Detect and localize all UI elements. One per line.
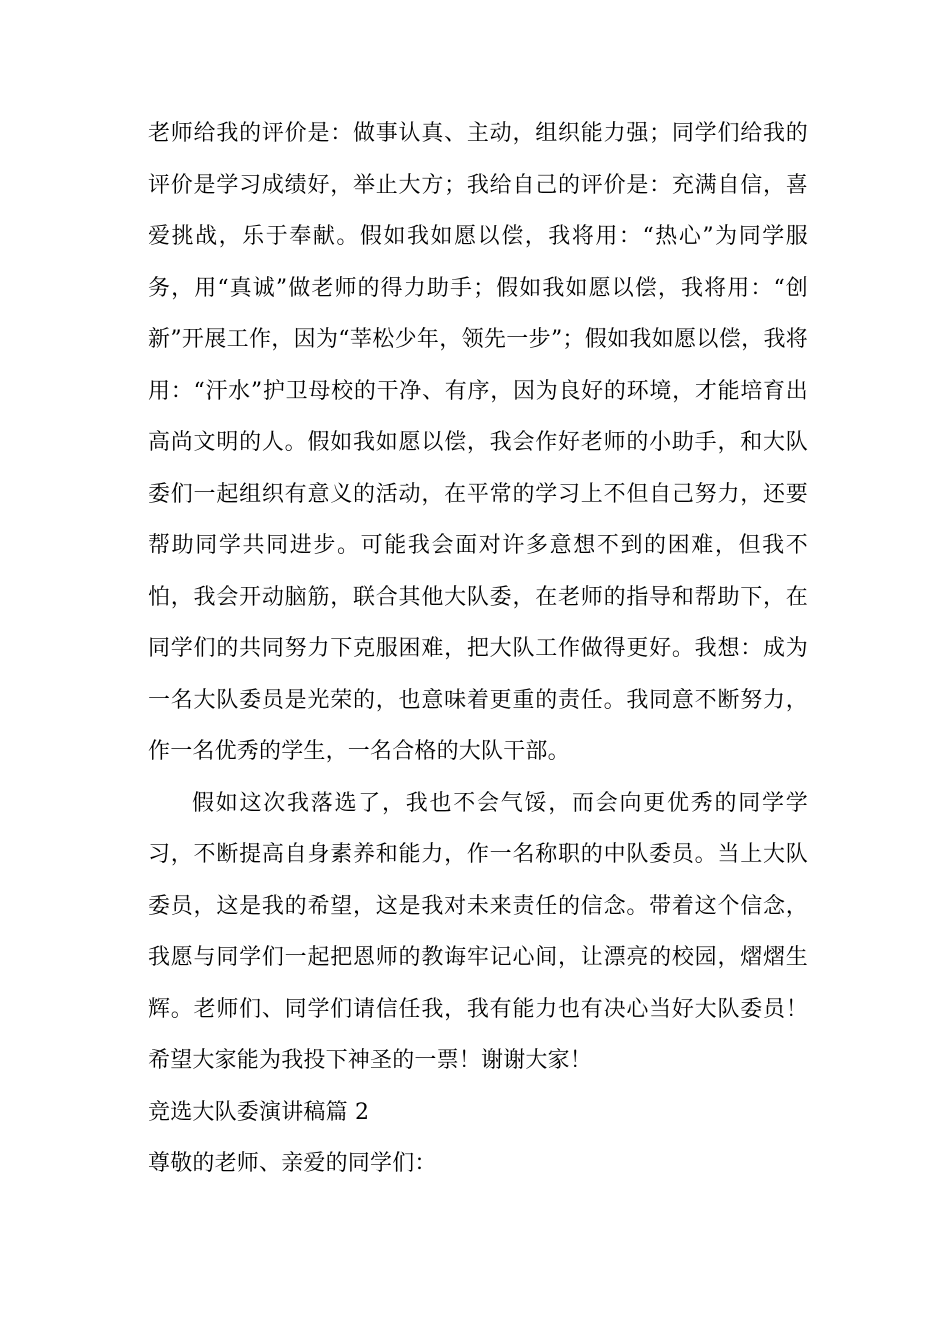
body-paragraph-1: 老师给我的评价是：做事认真、主动，组织能力强；同学们给我的评价是学习成绩好，举止大方；我给自己的评价是：充满自信，喜爱挑战，乐于奉献。假如我如愿以偿，我将用：“热心”为同学服务，用“真诚”做老师的得力助手；假如我如愿以偿，我将用：“创新”开展工作，因为“莘松少年，领先一步”；假如我如愿以偿，我将用：“汗水”护卫母校的干净、有序，因为良好的环境，才能培育出高尚文明的人。假如我如愿以偿，我会作好老师的小助手，和大队委们一起组织有意义的活动，在平常的学习上不但自己努力，还要帮助同学共同进步。可能我会面对许多意想不到的困难，但我不怕，我会开动脑筋，联合其他大队委，在老师的指导和帮助下，在同学们的共同努力下克服困难，把大队工作做得更好。我想：成为一名大队委员是光荣的，也意味着更重的责任。我同意不断努力，作一名优秀的学生，一名合格的大队干部。 <box>148 121 808 764</box>
body-paragraph-2: 假如这次我落选了，我也不会气馁，而会向更优秀的同学学习，不断提高自身素养和能力，作一名称职的中队委员。当上大队委员，这是我的希望，这是我对未来责任的信念。带着这个信念，我愿与同学们一起把恩师的教诲牢记心间，让漂亮的校园，熠熠生辉。老师们、同学们请信任我，我有能力也有决心当好大队委员！希望大家能为我投下神圣的一票！谢谢大家！ <box>148 790 808 1073</box>
section-title: 竞选大队委演讲稿篇 2 <box>148 1099 370 1125</box>
document-body <box>148 108 808 1190</box>
salutation-line: 尊敬的老师、亲爱的同学们： <box>148 1151 437 1176</box>
